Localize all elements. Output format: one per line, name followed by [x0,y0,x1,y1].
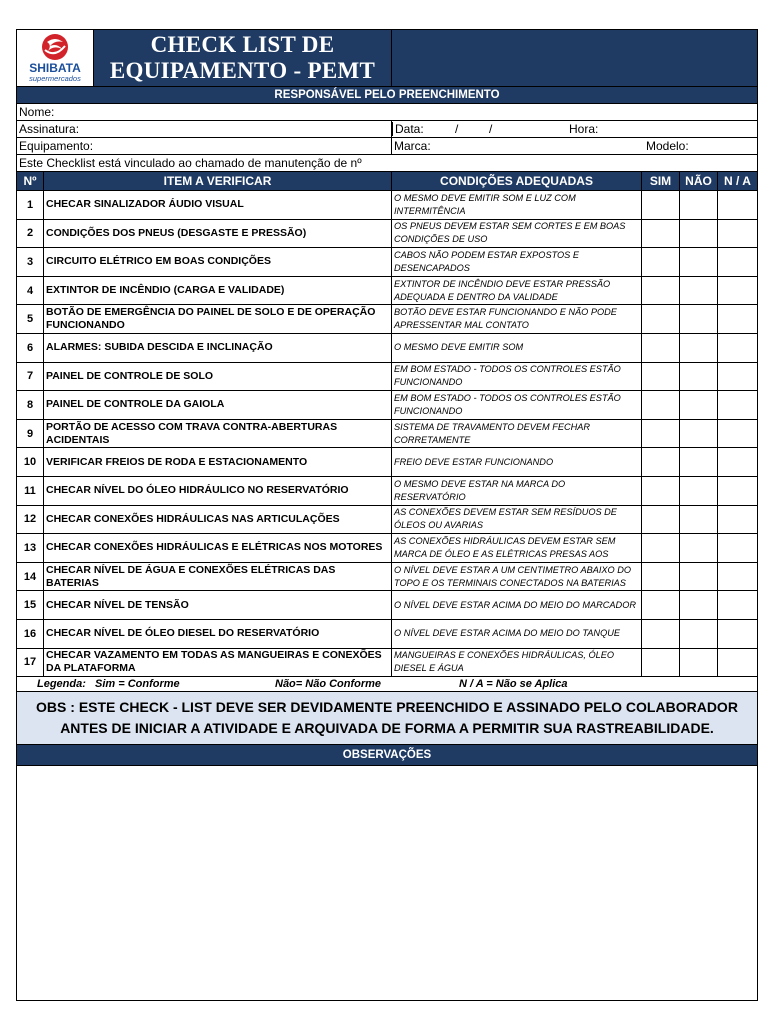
observacoes-area[interactable] [17,766,758,1001]
responsavel-bar: RESPONSÁVEL PELO PREENCHIMENTO [17,87,758,104]
item-number: 14 [17,562,44,591]
table-row [17,448,758,477]
na-checkbox[interactable] [718,219,758,248]
item-condition: BOTÃO DEVE ESTAR FUNCIONANDO E NÃO PODE APRESSENTAR MAL CONTATO [392,305,642,334]
sim-checkbox[interactable] [642,362,680,391]
item-number: 3 [17,248,44,277]
table-row [17,305,758,334]
table-row [17,362,758,391]
item-condition: O MESMO DEVE EMITIR SOM E LUZ COM INTERMITÊNCIA [392,191,642,220]
item-condition: O NÍVEL DEVE ESTAR ACIMA DO MEIO DO MARCADOR [392,591,642,620]
nao-checkbox[interactable] [680,476,718,505]
sim-checkbox[interactable] [642,534,680,563]
na-checkbox[interactable] [718,248,758,277]
item-to-verify: ALARMES: SUBIDA DESCIDA E INCLINAÇÃO [44,333,392,362]
table-row [17,419,758,448]
na-checkbox[interactable] [718,305,758,334]
nao-checkbox[interactable] [680,648,718,677]
sim-checkbox[interactable] [642,391,680,420]
data-label[interactable]: Data: [392,122,455,136]
item-to-verify: PORTÃO DE ACESSO COM TRAVA CONTRA-ABERTURAS ACIDENTAIS [44,419,392,448]
legend-sim: Sim = Conforme [95,678,180,691]
item-number: 15 [17,591,44,620]
sim-checkbox[interactable] [642,476,680,505]
item-number: 11 [17,476,44,505]
page-title: CHECK LIST DE EQUIPAMENTO - PEMT [94,30,391,86]
logo-subtext: supermercados [29,74,81,83]
sim-checkbox[interactable] [642,448,680,477]
table-row [17,562,758,591]
item-condition: FREIO DEVE ESTAR FUNCIONANDO [392,448,642,477]
item-condition: EM BOM ESTADO - TODOS OS CONTROLES ESTÃO FUNCIONANDO [392,362,642,391]
item-to-verify: PAINEL DE CONTROLE DE SOLO [44,362,392,391]
item-number: 2 [17,219,44,248]
sim-checkbox[interactable] [642,619,680,648]
item-number: 10 [17,448,44,477]
item-number: 8 [17,391,44,420]
hora-label[interactable]: Hora: [569,122,599,136]
na-checkbox[interactable] [718,191,758,220]
observacoes-header: OBSERVAÇÕES [17,745,758,766]
table-row [17,505,758,534]
item-condition: EM BOM ESTADO - TODOS OS CONTROLES ESTÃO FUNCIONANDO [392,391,642,420]
item-condition: O NÍVEL DEVE ESTAR A UM CENTIMETRO ABAIXO DO TOPO E OS TERMINAIS CONECTADOS NA BATERIAS [392,562,642,591]
col-num: Nº [17,172,44,191]
item-number: 17 [17,648,44,677]
item-number: 9 [17,419,44,448]
equipamento-field[interactable]: Equipamento: [17,138,392,155]
na-checkbox[interactable] [718,591,758,620]
item-number: 4 [17,276,44,305]
sim-checkbox[interactable] [642,419,680,448]
logo-text: SHIBATA [29,61,81,75]
checklist-sheet [16,29,757,1001]
nao-checkbox[interactable] [680,391,718,420]
nao-checkbox[interactable] [680,191,718,220]
item-number: 13 [17,534,44,563]
date-slash-1: / [455,122,459,136]
item-to-verify: EXTINTOR DE INCÊNDIO (CARGA E VALIDADE) [44,276,392,305]
nao-checkbox[interactable] [680,362,718,391]
item-to-verify: BOTÃO DE EMERGÊNCIA DO PAINEL DE SOLO E DE OPERAÇÃO FUNCIONANDO [44,305,392,334]
nao-checkbox[interactable] [680,591,718,620]
sim-checkbox[interactable] [642,333,680,362]
table-row [17,391,758,420]
item-condition: MANGUEIRAS E CONEXÕES HIDRÁULICAS, ÓLEO DIESEL E ÁGUA [392,648,642,677]
item-condition: AS CONEXÕES HIDRÁULICAS DEVEM ESTAR SEM MARCA DE ÓLEO E AS ELÉTRICAS PRESAS AOS [392,534,642,563]
table-row [17,276,758,305]
sim-checkbox[interactable] [642,276,680,305]
legend-nao: Não= Não Conforme [275,678,382,691]
item-condition: O MESMO DEVE EMITIR SOM [392,333,642,362]
nao-checkbox[interactable] [680,534,718,563]
nao-checkbox[interactable] [680,276,718,305]
item-to-verify: VERIFICAR FREIOS DE RODA E ESTACIONAMENTO [44,448,392,477]
sim-checkbox[interactable] [642,648,680,677]
item-to-verify: CHECAR NÍVEL DE ÁGUA E CONEXÕES ELÉTRICAS DAS BATERIAS [44,562,392,591]
item-to-verify: PAINEL DE CONTROLE DA GAIOLA [44,391,392,420]
item-condition: AS CONEXÕES DEVEM ESTAR SEM RESÍDUOS DE ÓLEOS OU AVARIAS [392,505,642,534]
sim-checkbox[interactable] [642,219,680,248]
item-to-verify: CHECAR VAZAMENTO EM TODAS AS MANGUEIRAS E CONEXÕES DA PLATAFORMA [44,648,392,677]
table-row [17,333,758,362]
sim-checkbox[interactable] [642,562,680,591]
item-number: 6 [17,333,44,362]
legend-label: Legenda: [37,678,86,691]
date-slash-2: / [489,122,493,136]
item-condition: SISTEMA DE TRAVAMENTO DEVEM FECHAR CORRETAMENTE [392,419,642,448]
item-condition: OS PNEUS DEVEM ESTAR SEM CORTES E EM BOAS CONDIÇÕES DE USO [392,219,642,248]
item-condition: CABOS NÃO PODEM ESTAR EXPOSTOS E DESENCAPADOS [392,248,642,277]
item-to-verify: CHECAR CONEXÕES HIDRÁULICAS E ELÉTRICAS NOS MOTORES [44,534,392,563]
sim-checkbox[interactable] [642,305,680,334]
obs-note: OBS : ESTE CHECK - LIST DEVE SER DEVIDAMENTE PREENCHIDO E ASSINADO PELO COLABORADOR ANTES DE INICIAR A ATIVIDADE E ARQUIVADA DE FORMA A PERMITIR SUA RASTREABILIDADE. [17,692,758,745]
item-to-verify: CHECAR CONEXÕES HIDRÁULICAS NAS ARTICULAÇÕES [44,505,392,534]
na-checkbox[interactable] [718,505,758,534]
nao-checkbox[interactable] [680,448,718,477]
nao-checkbox[interactable] [680,419,718,448]
item-condition: O NÍVEL DEVE ESTAR ACIMA DO MEIO DO TANQUE [392,619,642,648]
col-na: N / A [718,172,758,191]
na-checkbox[interactable] [718,419,758,448]
nao-checkbox[interactable] [680,219,718,248]
sim-checkbox[interactable] [642,591,680,620]
col-item: ITEM A VERIFICAR [44,172,392,191]
legend-na: N / A = Não se Aplica [459,678,568,691]
modelo-field[interactable]: Modelo: [646,139,689,153]
item-number: 5 [17,305,44,334]
table-row [17,648,758,677]
nao-checkbox[interactable] [680,562,718,591]
item-to-verify: CIRCUITO ELÉTRICO EM BOAS CONDIÇÕES [44,248,392,277]
item-to-verify: CHECAR NÍVEL DE ÓLEO DIESEL DO RESERVATÓRIO [44,619,392,648]
sim-checkbox[interactable] [642,248,680,277]
nome-field[interactable]: Nome: [17,104,758,121]
item-to-verify: CHECAR NÍVEL DE TENSÃO [44,591,392,620]
item-to-verify: CHECAR NÍVEL DO ÓLEO HIDRÁULICO NO RESERVATÓRIO [44,476,392,505]
table-row [17,591,758,620]
item-number: 1 [17,191,44,220]
nao-checkbox[interactable] [680,248,718,277]
item-number: 7 [17,362,44,391]
table-row [17,476,758,505]
item-number: 12 [17,505,44,534]
sim-checkbox[interactable] [642,505,680,534]
na-checkbox[interactable] [718,619,758,648]
na-checkbox[interactable] [718,362,758,391]
marca-field[interactable]: Marca: [394,139,431,153]
item-to-verify: CHECAR SINALIZADOR ÁUDIO VISUAL [44,191,392,220]
col-cond: CONDIÇÕES ADEQUADAS [392,172,642,191]
chamado-field[interactable]: Este Checklist está vinculado ao chamado de manutenção de nº [17,155,758,172]
nao-checkbox[interactable] [680,505,718,534]
nao-checkbox[interactable] [680,333,718,362]
col-sim: SIM [642,172,680,191]
table-row [17,248,758,277]
na-checkbox[interactable] [718,534,758,563]
nao-checkbox[interactable] [680,305,718,334]
assinatura-field[interactable]: Assinatura: [17,121,392,138]
col-nao: NÃO [680,172,718,191]
item-number: 16 [17,619,44,648]
table-row [17,191,758,220]
na-checkbox[interactable] [718,648,758,677]
na-checkbox[interactable] [718,391,758,420]
shibata-logo [17,30,94,86]
item-to-verify: CONDIÇÕES DOS PNEUS (DESGASTE E PRESSÃO) [44,219,392,248]
na-checkbox[interactable] [718,476,758,505]
table-row [17,534,758,563]
table-row [17,619,758,648]
table-row [17,219,758,248]
sim-checkbox[interactable] [642,191,680,220]
na-checkbox[interactable] [718,333,758,362]
nao-checkbox[interactable] [680,619,718,648]
na-checkbox[interactable] [718,276,758,305]
na-checkbox[interactable] [718,562,758,591]
na-checkbox[interactable] [718,448,758,477]
item-condition: O MESMO DEVE ESTAR NA MARCA DO RESERVATÓRIO [392,476,642,505]
checklist-table [16,29,758,1001]
item-condition: EXTINTOR DE INCÊNDIO DEVE ESTAR PRESSÃO ADEQUADA E DENTRO DA VALIDADE [392,276,642,305]
